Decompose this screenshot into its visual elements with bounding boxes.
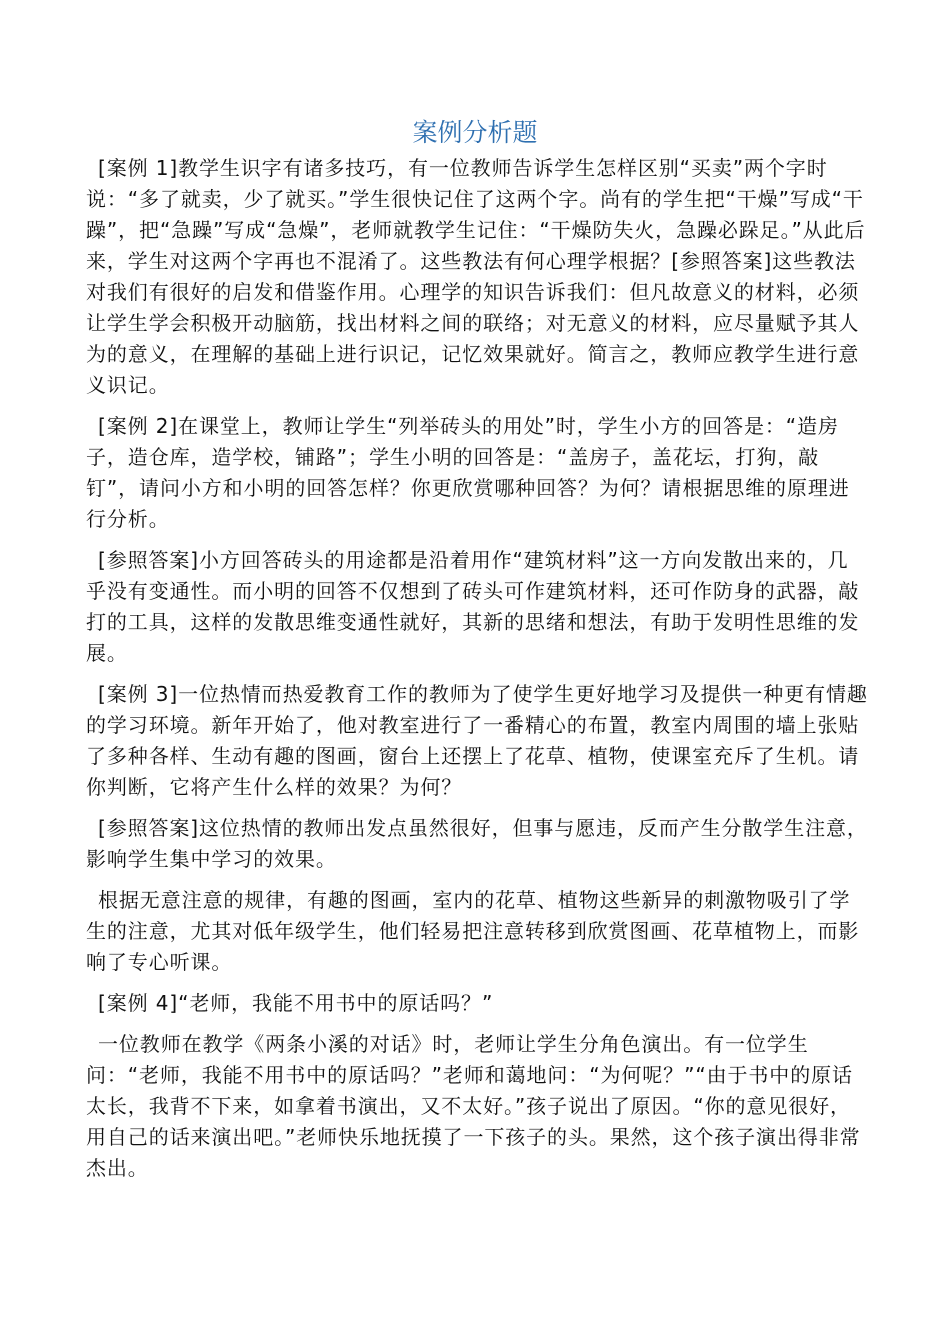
paragraph-case-4-heading: [案例 4]“老师，我能不用书中的原话吗？”: [98, 991, 494, 1015]
paragraph-case-3-explanation: 根据无意注意的规律，有趣的图画，室内的花草、植物这些新异的刺激物吸引了学生的注意，尤其对低年级学生，他们轻易把注意转移到欣赏图画、花草植物上，而影响了专心听课。: [86, 888, 860, 974]
document-body: [86, 153, 868, 1194]
paragraph-case-1: [案例 1]教学生识字有诸多技巧，有一位教师告诉学生怎样区别“买卖”两个字时说：“多了就卖，少了就买。”学生很快记住了这两个字。尚有的学生把“干燥”写成“干躁”，把“急躁”写成“急燥”，老师就教学生记住：“干燥防失火，急躁必跺足。”从此后来，学生对这两个字再也不混淆了。这些教法有何心理学根据？[参照答案]这些教法对我们有很好的启发和借鉴作用。心理学的知识告诉我们：但凡故意义的材料，必须让学生学会积极开动脑筋，找出材料之间的联络；对无意义的材料，应尽量赋予其人为的意义，在理解的基础上进行识记，记忆效果就好。简言之，教师应教学生进行意义识记。: [86, 156, 866, 397]
paragraph-case-3: [案例 3]一位热情而热爱教育工作的教师为了使学生更好地学习及提供一种更有情趣的学习环境。新年开始了，他对教室进行了一番精心的布置，教室内周围的墙上张贴了多种各样、生动有趣的图画，窗台上还摆上了花草、植物，使课室充斥了生机。请你判断，它将产生什么样的效果？为何？: [86, 682, 868, 799]
paragraph-case-2: [案例 2]在课堂上，教师让学生“列举砖头的用处”时，学生小方的回答是：“造房子，造仓库，造学校，铺路”；学生小明的回答是：“盖房子，盖花坛，打狗，敲钉”，请问小方和小明的回答怎样？你更欣赏哪种回答？为何？请根据思维的原理进行分析。: [86, 414, 850, 531]
paragraph-case-4: 一位教师在教学《两条小溪的对话》时，老师让学生分角色演出。有一位学生问：“老师，我能不用书中的原话吗？”老师和蔼地问：“为何呢？”“由于书中的原话太长，我背不下来，如拿着书演出，又不太好。”孩子说出了原因。“你的意见很好，用自己的话来演出吧。”老师快乐地抚摸了一下孩子的头。果然，这个孩子演出得非常杰出。: [86, 1032, 861, 1180]
paragraph-case-2-answer: [参照答案]小方回答砖头的用途都是沿着用作“建筑材料”这一方向发散出来的，几乎没有变通性。而小明的回答不仅想到了砖头可作建筑材料，还可作防身的武器，敲打的工具，这样的发散思维变通性就好，其新的思绪和想法，有助于发明性思维的发展。: [86, 548, 860, 665]
page-title: 案例分析题: [412, 118, 538, 147]
paragraph-case-3-answer: [参照答案]这位热情的教师出发点虽然很好，但事与愿违，反而产生分散学生注意，影响学生集中学习的效果。: [86, 816, 868, 871]
